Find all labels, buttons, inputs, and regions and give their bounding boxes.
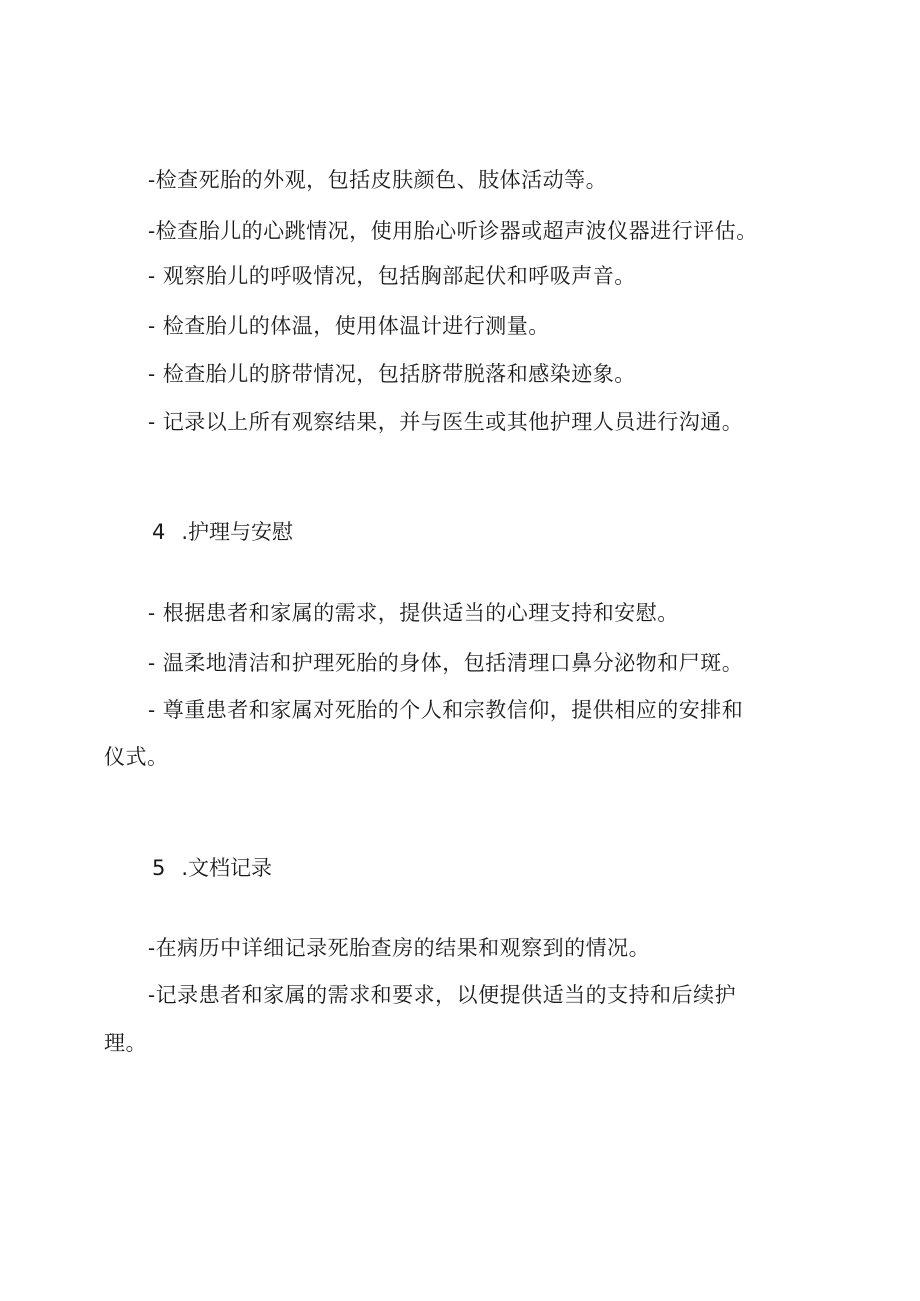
section-number: 5 <box>152 856 166 880</box>
section-number: 4 <box>152 520 166 544</box>
section-heading <box>152 853 272 883</box>
list-item: -检查死胎的外观，包括皮肤颜色、肢体活动等。 <box>148 168 608 192</box>
section-title: .文档记录 <box>181 856 273 880</box>
list-item: - 记录以上所有观察结果，并与医生或其他护理人员进行沟通。 <box>148 410 744 434</box>
list-item: - 观察胎儿的呼吸情况，包括胸部起伏和呼吸声音。 <box>148 264 636 288</box>
list-item-continuation: 仪式。 <box>104 745 169 769</box>
list-item-continuation: 理。 <box>104 1031 147 1055</box>
list-item: - 检查胎儿的体温，使用体温计进行测量。 <box>148 314 550 338</box>
section-heading <box>152 517 293 547</box>
list-item: - 根据患者和家属的需求，提供适当的心理支持和安慰。 <box>148 601 679 625</box>
list-item: - 检查胎儿的脐带情况，包括脐带脱落和感染迹象。 <box>148 362 636 386</box>
section-title: .护理与安慰 <box>181 520 294 544</box>
list-item: - 尊重患者和家属对死胎的个人和宗教信仰，提供相应的安排和 <box>148 698 744 722</box>
list-item: -检查胎儿的心跳情况，使用胎心听诊器或超声波仪器进行评估。 <box>148 219 758 243</box>
list-item: -记录患者和家属的需求和要求，以便提供适当的支持和后续护 <box>148 983 737 1007</box>
list-item: - 温柔地清洁和护理死胎的身体，包括清理口鼻分泌物和尸斑。 <box>148 651 744 675</box>
list-item: -在病历中详细记录死胎查房的结果和观察到的情况。 <box>148 936 651 960</box>
